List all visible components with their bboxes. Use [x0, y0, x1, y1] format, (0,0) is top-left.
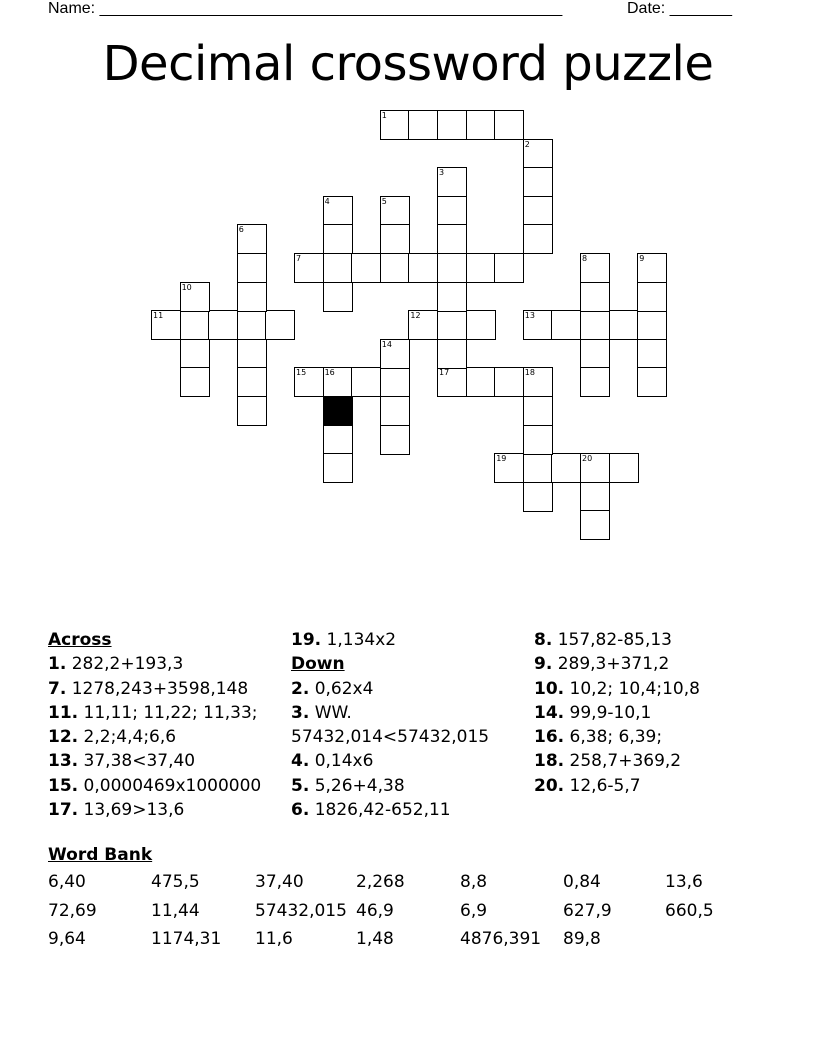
- word-bank-item: 9,64: [48, 929, 86, 949]
- crossword-cell[interactable]: [466, 310, 496, 340]
- across-clue-list: [48, 652, 288, 822]
- crossword-cell[interactable]: [494, 110, 524, 140]
- crossword-cell[interactable]: [180, 282, 210, 312]
- word-bank-item: 475,5: [151, 872, 200, 892]
- across-heading: Across: [48, 630, 112, 650]
- word-bank-item: 1174,31: [151, 929, 222, 949]
- crossword-cell[interactable]: [437, 367, 467, 397]
- down-clue: [291, 798, 531, 822]
- black-square: [323, 396, 353, 426]
- crossword-cell[interactable]: [466, 367, 496, 397]
- clues-column-2: [291, 628, 531, 822]
- clue-number: 7.: [48, 678, 67, 699]
- crossword-cell[interactable]: [523, 425, 553, 455]
- crossword-cell[interactable]: [437, 224, 467, 254]
- down-clue: [534, 652, 774, 676]
- clue-number: 20.: [534, 775, 565, 796]
- crossword-cell[interactable]: [237, 310, 267, 340]
- crossword-cell[interactable]: [323, 253, 353, 283]
- clue-number: 3.: [291, 702, 310, 723]
- clue-number-label: 2: [524, 139, 530, 149]
- clue-text: 0,14x6: [309, 751, 374, 772]
- crossword-cell[interactable]: [637, 282, 667, 312]
- down-clue: [291, 677, 531, 701]
- clue-number: 9.: [534, 654, 553, 675]
- crossword-cell[interactable]: [523, 396, 553, 426]
- clue-number: 15.: [48, 775, 79, 796]
- clue-text: 1,134x2: [321, 630, 397, 650]
- crossword-cell[interactable]: [523, 167, 553, 197]
- down-clue: [291, 701, 531, 750]
- clue-number-label: 7: [296, 254, 302, 263]
- crossword-cell[interactable]: [466, 253, 496, 283]
- clue-text: 282,2+193,3: [66, 654, 184, 675]
- clue-text: 0,0000469x1000000: [78, 775, 262, 796]
- crossword-cell[interactable]: [580, 253, 610, 283]
- crossword-cell[interactable]: [437, 196, 467, 226]
- word-bank-item: 0,84: [563, 872, 601, 892]
- down-heading: Down: [291, 654, 345, 675]
- down-clue-list: [291, 677, 531, 823]
- clue-number-label: 12: [410, 311, 421, 321]
- clue-text: WW. 57432,014<57432,015: [291, 702, 490, 748]
- clues-column-1: [48, 628, 288, 822]
- clue-number-label: 17: [439, 368, 450, 378]
- crossword-cell[interactable]: [237, 396, 267, 426]
- clue-text: 1826,42-652,11: [309, 800, 451, 821]
- clue-text: 99,9-10,1: [564, 702, 652, 723]
- across-clue: [48, 677, 288, 701]
- crossword-cell[interactable]: [323, 367, 353, 397]
- down-clue: [534, 628, 774, 652]
- across-clue: [291, 628, 531, 652]
- crossword-cell[interactable]: [437, 253, 467, 283]
- crossword-cell[interactable]: [523, 224, 553, 254]
- crossword-cell[interactable]: [580, 453, 610, 483]
- clue-number: 5.: [291, 775, 310, 796]
- word-bank-item: 8,8: [460, 872, 488, 892]
- crossword-cell[interactable]: [208, 310, 238, 340]
- word-bank-heading: Word Bank: [48, 845, 153, 865]
- crossword-cell[interactable]: [380, 110, 410, 140]
- crossword-cell[interactable]: [523, 310, 553, 340]
- crossword-cell[interactable]: [637, 367, 667, 397]
- crossword-cell[interactable]: [294, 253, 324, 283]
- word-bank-item: 1,48: [356, 929, 394, 949]
- clue-number-label: 8: [582, 254, 588, 263]
- across-clue: [48, 774, 288, 798]
- crossword-cell[interactable]: [180, 367, 210, 397]
- clue-number-label: 16: [324, 368, 335, 378]
- clue-number-label: 14: [381, 339, 392, 349]
- crossword-cell[interactable]: [437, 339, 467, 369]
- crossword-cell[interactable]: [609, 310, 639, 340]
- crossword-cell[interactable]: [580, 482, 610, 512]
- down-clue: [534, 725, 774, 749]
- crossword-cell[interactable]: [437, 310, 467, 340]
- date-field-line[interactable]: Date: _______: [627, 0, 732, 17]
- crossword-cell[interactable]: [580, 339, 610, 369]
- crossword-cell[interactable]: [580, 310, 610, 340]
- clue-text: 0,62x4: [309, 678, 374, 699]
- word-bank-item: 13,6: [665, 872, 703, 892]
- word-bank-item: 660,5: [665, 900, 714, 921]
- crossword-cell[interactable]: [237, 367, 267, 397]
- clue-number: 10.: [534, 678, 565, 699]
- word-bank-item: 37,40: [255, 872, 304, 892]
- crossword-cell[interactable]: [323, 196, 353, 226]
- clue-number-label: 4: [324, 196, 330, 206]
- clue-text: 1278,243+3598,148: [66, 678, 249, 699]
- down-clue: [291, 774, 531, 798]
- clue-text: 2,2;4,4;6,6: [78, 727, 177, 748]
- crossword-cell[interactable]: [437, 282, 467, 312]
- clue-number-label: 13: [524, 311, 535, 321]
- crossword-cell[interactable]: [437, 167, 467, 197]
- crossword-cell[interactable]: [237, 282, 267, 312]
- crossword-cell[interactable]: [380, 425, 410, 455]
- crossword-cell[interactable]: [523, 196, 553, 226]
- crossword-cell[interactable]: [523, 482, 553, 512]
- clue-number: 17.: [48, 800, 79, 821]
- word-bank-item: 72,69: [48, 900, 97, 921]
- clue-number: 6.: [291, 800, 310, 821]
- clue-number: 2.: [291, 678, 310, 699]
- crossword-cell[interactable]: [380, 224, 410, 254]
- word-bank-item: 627,9: [563, 900, 612, 921]
- crossword-cell[interactable]: [265, 310, 295, 340]
- crossword-cell[interactable]: [637, 310, 667, 340]
- crossword-cell[interactable]: [494, 253, 524, 283]
- clue-number-label: 19: [496, 454, 507, 464]
- name-field-line[interactable]: Name: ____________________________________________________: [48, 0, 563, 17]
- clue-number-label: 6: [238, 225, 244, 235]
- down-clue: [534, 774, 774, 798]
- crossword-cell[interactable]: [380, 253, 410, 283]
- across-clue: [48, 749, 288, 773]
- crossword-cell[interactable]: [523, 139, 553, 169]
- down-clue: [534, 677, 774, 701]
- crossword-cell[interactable]: [351, 253, 381, 283]
- crossword-cell[interactable]: [323, 425, 353, 455]
- across-clue: [48, 701, 288, 725]
- clue-number: 11.: [48, 702, 79, 723]
- crossword-cell[interactable]: [551, 310, 581, 340]
- crossword-cell[interactable]: [466, 110, 496, 140]
- crossword-cell[interactable]: [609, 453, 639, 483]
- clue-number-label: 9: [639, 254, 645, 263]
- crossword-cell[interactable]: [237, 253, 267, 283]
- clue-number-label: 11: [153, 311, 164, 321]
- crossword-cell[interactable]: [323, 453, 353, 483]
- word-bank-item: 89,8: [563, 929, 601, 949]
- crossword-cell[interactable]: [380, 196, 410, 226]
- crossword-cell[interactable]: [351, 367, 381, 397]
- page-title: Decimal crossword puzzle: [102, 36, 714, 92]
- clue-text: 5,26+4,38: [309, 775, 405, 796]
- across-clue: [48, 798, 288, 822]
- crossword-cell[interactable]: [408, 253, 438, 283]
- word-bank-item: 6,40: [48, 872, 86, 892]
- clue-number: 12.: [48, 727, 79, 748]
- crossword-cell[interactable]: [380, 367, 410, 397]
- clue-number-label: 1: [381, 111, 387, 120]
- word-bank-item: 57432,015: [255, 900, 347, 921]
- crossword-cell[interactable]: [151, 310, 181, 340]
- word-bank-item: 11,44: [151, 900, 200, 921]
- clues-column-3: [534, 628, 774, 798]
- clue-number: 14.: [534, 702, 565, 723]
- clue-number-label: 20: [582, 454, 593, 464]
- clue-text: 258,7+369,2: [564, 751, 682, 772]
- crossword-cell[interactable]: [523, 367, 553, 397]
- down-clue: [534, 749, 774, 773]
- clue-number: 8.: [534, 630, 553, 650]
- word-bank-item: 4876,391: [460, 929, 542, 949]
- crossword-cell[interactable]: [380, 396, 410, 426]
- crossword-cell[interactable]: [180, 310, 210, 340]
- across-clue-list-continued: [291, 628, 531, 652]
- down-clue-list-continued: [534, 628, 774, 798]
- clue-text: 6,38; 6,39;: [564, 727, 663, 748]
- down-clue: [534, 701, 774, 725]
- clue-number-label: 5: [381, 196, 387, 206]
- crossword-cell[interactable]: [637, 253, 667, 283]
- clue-number-label: 18: [524, 368, 535, 378]
- clue-text: 10,2; 10,4;10,8: [564, 678, 700, 699]
- crossword-cell[interactable]: [237, 339, 267, 369]
- across-clue: [48, 725, 288, 749]
- crossword-cell[interactable]: [437, 110, 467, 140]
- crossword-cell[interactable]: [237, 224, 267, 254]
- down-clue: [291, 749, 531, 773]
- crossword-cell[interactable]: [580, 510, 610, 540]
- crossword-cell[interactable]: [523, 453, 553, 483]
- clue-text: 289,3+371,2: [552, 654, 670, 675]
- crossword-cell[interactable]: [551, 453, 581, 483]
- clue-number-label: 10: [181, 282, 192, 292]
- word-bank-item: 11,6: [255, 929, 293, 949]
- clue-number-label: 15: [296, 368, 307, 378]
- clue-number: 16.: [534, 727, 565, 748]
- crossword-cell[interactable]: [580, 367, 610, 397]
- clue-number: 13.: [48, 751, 79, 772]
- crossword-cell[interactable]: [494, 453, 524, 483]
- crossword-cell[interactable]: [408, 310, 438, 340]
- clue-text: 12,6-5,7: [564, 775, 641, 796]
- crossword-cell[interactable]: [380, 339, 410, 369]
- clue-number-label: 3: [439, 168, 445, 178]
- crossword-cell[interactable]: [580, 282, 610, 312]
- clue-text: 11,11; 11,22; 11,33;: [78, 702, 258, 723]
- crossword-cell[interactable]: [323, 224, 353, 254]
- across-clue: [48, 652, 288, 676]
- crossword-cell[interactable]: [408, 110, 438, 140]
- crossword-cell[interactable]: [294, 367, 324, 397]
- crossword-cell[interactable]: [180, 339, 210, 369]
- crossword-cell[interactable]: [637, 339, 667, 369]
- clue-number: 1.: [48, 654, 67, 675]
- clue-text: 13,69>13,6: [78, 800, 185, 821]
- word-bank-item: 6,9: [460, 900, 488, 921]
- clue-number: 18.: [534, 751, 565, 772]
- clue-number: 19.: [291, 630, 322, 650]
- clue-number: 4.: [291, 751, 310, 772]
- clue-text: 157,82-85,13: [552, 630, 672, 650]
- clue-text: 37,38<37,40: [78, 751, 196, 772]
- word-bank-item: 46,9: [356, 900, 394, 921]
- crossword-cell[interactable]: [494, 367, 524, 397]
- word-bank-item: 2,268: [356, 872, 405, 892]
- crossword-cell[interactable]: [323, 282, 353, 312]
